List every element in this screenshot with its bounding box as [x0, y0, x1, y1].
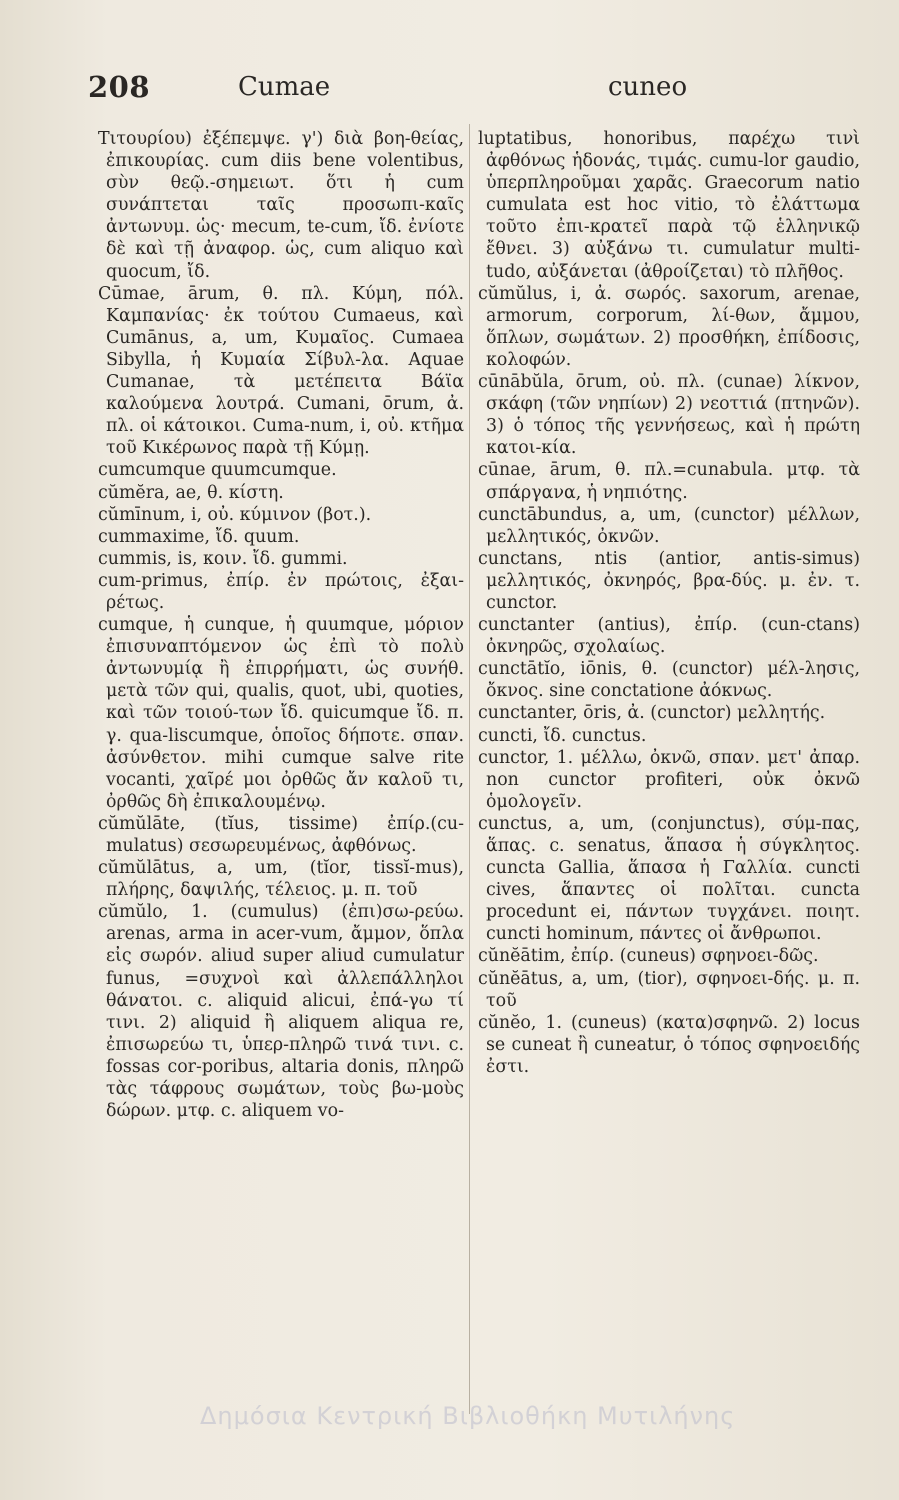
- dictionary-entry: cŭmŭlāte, (tĭus, tissime) ἐπίρ.(cu-mulatus) σεσωρευμένως, ἀφθόνως.: [98, 813, 464, 856]
- library-watermark: Δημόσια Κεντρική Βιβλιοθήκη Μυτιλήνης: [200, 1402, 736, 1430]
- left-headword: Cumae: [238, 72, 331, 102]
- dictionary-entry: cumque, ἡ cunque, ἡ quumque, μόριον ἐπισυναπτόμενον ὡς ἐπὶ τὸ πολὺ ἀντωνυμίᾳ ἢ ἐπιρρήματι, ὡς συνήθ. μετὰ τῶν qui, qualis, quot, ubi, quoties, καὶ τῶν τοιού-των ἴδ. quicumque ἴδ. π. γ. qua-liscumque, ὁποῖος δήποτε. σπαν. ἀσύνθετον. mihi cumque salve rite vocanti, χαῖρέ μοι ὀρθῶς ἄν καλοῦ τι, ὀρθῶς δὴ ἐπικαλουμένῳ.: [98, 615, 464, 812]
- dictionary-entry: cŭmĕra, ae, θ. κίστη.: [98, 482, 284, 503]
- dictionary-entry: cuncti, ἴδ. cunctus.: [478, 725, 647, 746]
- dictionary-entry: luptatibus, honoribus, παρέχω τινὶ ἀφθόνως ἡδονάς, τιμάς. cumu-lor gaudio, ὑπερπληροῦμαι χαρᾶς. Graecorum natio cumulata est hoc vitio, τὸ ἐλάττωμα τοῦτο ἐπι-κρατεῖ παρὰ τῷ ἑλληνικῷ ἔθνει. 3) αὐξάνω τι. cumulatur multi-tudo, αὐξάνεται (ἀθροίζεται) τὸ πλῆθος.: [478, 129, 860, 282]
- dictionary-entry: cŭnĕātus, a, um, (tior), σφηνοει-δής. μ. π. τοῦ: [478, 968, 860, 1011]
- dictionary-entry: cunctanter, ōris, ἀ. (cunctor) μελλητής.: [478, 703, 826, 724]
- right-column: [478, 128, 860, 1418]
- dictionary-entry: cumcumque quumcumque.: [98, 460, 337, 481]
- dictionary-entry: cunctābundus, a, um, (cunctor) μέλλων, μελλητικός, ὀκνῶν.: [478, 504, 860, 547]
- dictionary-entry: cunctus, a, um, (conjunctus), σύμ-πας, ἅπας. c. senatus, ἅπασα ἡ σύγκλητος. cuncta Gallia, ἅπασα ἡ Γαλλία. cuncti cives, ἅπαντες οἱ πολῖται. cuncta procedunt ei, πάντων τυγχάνει. ποιητ. cuncti hominum, πάντες οἱ ἄνθρωποι.: [478, 813, 860, 945]
- dictionary-entry: cŭnĕo, 1. (cuneus) (κατα)σφηνῶ. 2) locus se cuneat ἢ cuneatur, ὁ τόπος σφηνοειδής ἐστι.: [478, 1012, 860, 1077]
- dictionary-entry: Cūmae, ārum, θ. πλ. Κύμη, πόλ. Καμπανίας· ἐκ τούτου Cumaeus, καὶ Cumānus, a, um, Κυμαῖος. Cumaea Sibylla, ἡ Κυμαία Σίβυλ-λα. Aquae Cumanae, τὰ μετέπειτα Βάϊα καλούμενα λουτρά. Cumani, ōrum, ἀ. πλ. οἱ κάτοικοι. Cuma-num, i, οὐ. κτῆμα τοῦ Κικέρωνος παρὰ τῇ Κύμῃ.: [98, 283, 464, 459]
- dictionary-entry: cum-primus, ἐπίρ. ἐν πρώτοις, ἐξαι-ρέτως.: [98, 570, 464, 613]
- dictionary-entry: cŭmŭlātus, a, um, (tĭor, tissĭ-mus), πλήρης, δαψιλής, τέλειος. μ. π. τοῦ: [98, 858, 464, 901]
- dictionary-entry: cŭmŭlo, 1. (cumulus) (ἐπι)σω-ρεύω. arenas, arma in acer-vum, ἄμμον, ὅπλα εἰς σωρόν. aliud super aliud cumulatur funus, =συχνοὶ καὶ ἀλλεπάλληλοι θάνατοι. c. aliquid alicui, ἐπά-γω τί τινι. 2) aliquid ἢ aliquem aliqua re, ἐπισωρεύω τι, ὑπερ-πληρῶ τινά τινι. c. fossas cor-poribus, altaria donis, πληρῶ τὰς τάφρους σωμάτων, τοὺς βω-μοὺς δώρων. μτφ. c. aliquem vo-: [98, 902, 464, 1122]
- left-column: [98, 128, 464, 1418]
- dictionary-entry: cummis, is, κοιν. ἴδ. gummi.: [98, 548, 348, 569]
- dictionary-entry: cunctor, 1. μέλλω, ὀκνῶ, σπαν. μετ' ἀπαρ. non cunctor profiteri, οὐκ ὀκνῶ ὁμολογεῖν.: [478, 747, 860, 812]
- dictionary-entry: Τιτουρίου) ἐξέπεμψε. γ') διὰ βοη-θείας, ἐπικουρίας. cum diis bene volentibus, σὺν θεῷ.-σημειωτ. ὅτι ἡ cum συνάπτεται ταῖς προσωπι-καῖς ἀντωνυμ. ὡς· mecum, te-cum, ἴδ. ἐνίοτε δὲ καὶ τῇ ἀναφορ. ὡς, cum aliquo καὶ quocum, ἴδ.: [98, 129, 464, 282]
- dictionary-entry: cūnae, ārum, θ. πλ.=cunabula. μτφ. τὰ σπάργανα, ἡ νηπιότης.: [478, 460, 860, 503]
- right-headword: cuneo: [608, 72, 688, 102]
- dictionary-entry: cŭnĕātim, ἐπίρ. (cuneus) σφηνοει-δῶς.: [478, 946, 819, 967]
- dictionary-entry: cummaxime, ἴδ. quum.: [98, 526, 300, 547]
- dictionary-entry: cūnābŭla, ōrum, οὐ. πλ. (cunae) λίκνον, σκάφη (τῶν νηπίων) 2) νεοττιά (πτηνῶν). 3) ὁ τόπος τῆς γεννήσεως, καὶ ἡ πρώτη κατοι-κία.: [478, 372, 860, 459]
- dictionary-entry: cunctans, ntis (antior, antis-simus) μελλητικός, ὀκνηρός, βρα-δύς. μ. ἐν. τ. cunctor.: [478, 548, 860, 613]
- dictionary-entry: cunctanter (antius), ἐπίρ. (cun-ctans) ὀκνηρῶς, σχολαίως.: [478, 615, 860, 658]
- dictionary-entry: cunctātĭo, iōnis, θ. (cunctor) μέλ-λησις, ὄκνος. sine conctatione ἀόκνως.: [478, 659, 860, 702]
- column-divider: [469, 124, 470, 1414]
- page-header: [88, 70, 868, 114]
- dictionary-entry: cŭmŭlus, i, ἀ. σωρός. saxorum, arenae, armorum, corporum, λί-θων, ἄμμου, ὅπλων, σωμάτων. 2) προσθήκη, ἐπίδοσις, κολοφών.: [478, 283, 860, 370]
- dictionary-entry: cŭmīnum, i, οὐ. κύμινον (βοτ.).: [98, 504, 372, 525]
- page-number: 208: [88, 70, 151, 104]
